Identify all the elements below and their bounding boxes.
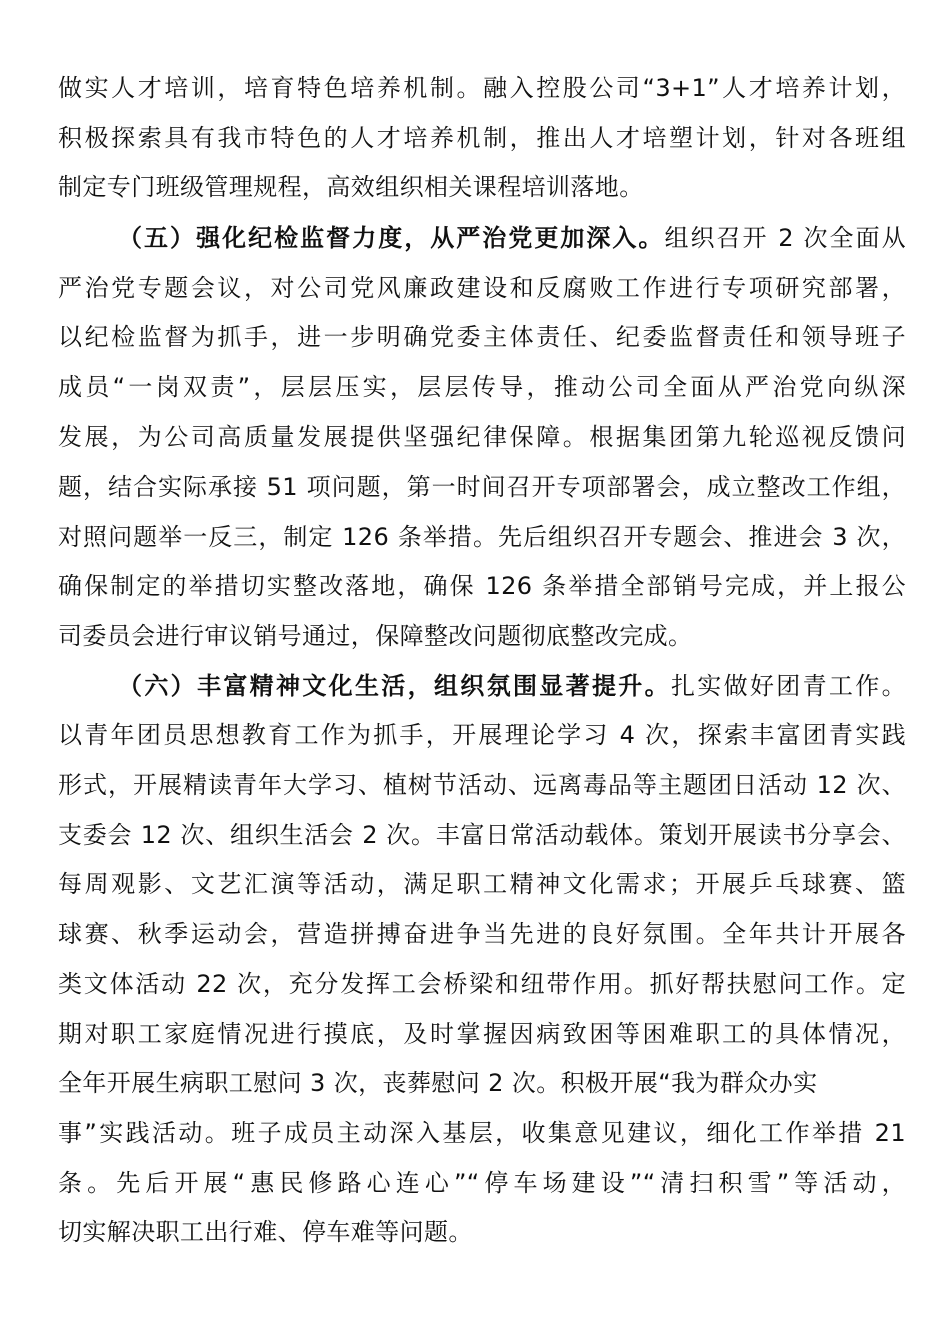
text-line: 对照问题举一反三，制定 126 条举措。先后组织召开专题会、推进会 3 次， [58, 523, 906, 551]
text-line: 制定专门班级管理规程，高效组织相关课程培训落地。 [58, 173, 644, 201]
section-5-lead-text: 组织召开 2 次全面从 [664, 224, 906, 252]
text-line: 事”实践活动。班子成员主动深入基层，收集意见建议，细化工作举措 21 [58, 1119, 906, 1147]
text-line: 以纪检监督为抓手，进一步明确党委主体责任、纪委监督责任和领导班子 [58, 323, 906, 351]
section-5-first-line [118, 222, 906, 254]
text-line: 司委员会进行审议销号通过，保障整改问题彻底整改完成。 [58, 622, 693, 650]
section-6-first-line [118, 670, 906, 702]
text-line: 球赛、秋季运动会，营造拼搏奋进争当先进的良好氛围。全年共计开展各 [58, 920, 906, 948]
text-line: 形式，开展精读青年大学习、植树节活动、远离毒品等主题团日活动 12 次、 [58, 771, 906, 799]
text-line: 严治党专题会议，对公司党风廉政建设和反腐败工作进行专项研究部署， [58, 274, 906, 302]
text-line: 发展，为公司高质量发展提供坚强纪律保障。根据集团第九轮巡视反馈问 [58, 423, 906, 451]
text-line: 确保制定的举措切实整改落地，确保 126 条举措全部销号完成，并上报公 [58, 572, 906, 600]
section-6-heading: （六）丰富精神文化生活，组织氛围显著提升。 [118, 672, 671, 700]
text-line: 类文体活动 22 次，充分发挥工会桥梁和纽带作用。抓好帮扶慰问工作。定 [58, 970, 906, 998]
text-line: 全年开展生病职工慰问 3 次，丧葬慰问 2 次。积极开展“我为群众办实 [58, 1069, 818, 1097]
text-line: 以青年团员思想教育工作为抓手，开展理论学习 4 次，探索丰富团青实践 [58, 721, 906, 749]
section-5-heading: （五）强化纪检监督力度，从严治党更加深入。 [118, 224, 665, 252]
text-line: 切实解决职工出行难、停车难等问题。 [58, 1218, 473, 1246]
text-line: 条。先后开展“惠民修路心连心”“停车场建设”“清扫积雪”等活动， [58, 1169, 906, 1197]
section-6-lead-text: 扎实做好团青工作。 [670, 672, 906, 700]
text-line: 题，结合实际承接 51 项问题，第一时间召开专项部署会，成立整改工作组， [58, 473, 906, 501]
text-line: 做实人才培训，培育特色培养机制。融入控股公司“3+1”人才培养计划， [58, 74, 906, 102]
text-line: 期对职工家庭情况进行摸底，及时掌握因病致困等困难职工的具体情况， [58, 1020, 906, 1048]
text-line: 积极探索具有我市特色的人才培养机制，推出人才培塑计划，针对各班组 [58, 124, 906, 152]
text-line: 每周观影、文艺汇演等活动，满足职工精神文化需求；开展乒乓球赛、篮 [58, 870, 906, 898]
text-line: 支委会 12 次、组织生活会 2 次。丰富日常活动载体。策划开展读书分享会、 [58, 821, 906, 849]
text-line: 成员“一岗双责”，层层压实，层层传导，推动公司全面从严治党向纵深 [58, 373, 906, 401]
